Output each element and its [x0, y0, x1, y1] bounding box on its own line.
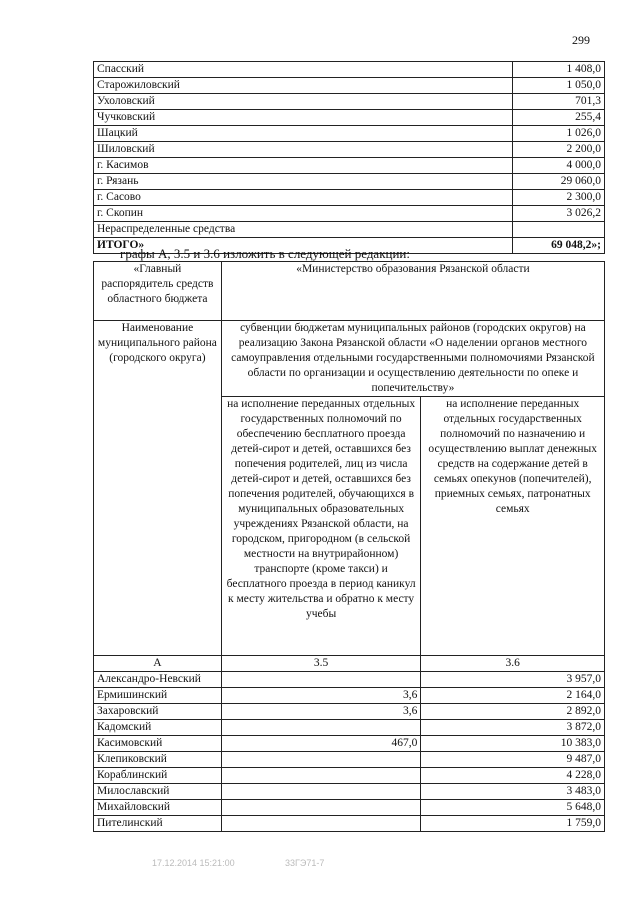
table-row: [94, 768, 605, 784]
municipality-name: Захаровский: [94, 704, 222, 720]
table-row: [94, 190, 605, 206]
value-3-6: 9 487,0: [421, 752, 605, 768]
municipality-name: Милославский: [94, 784, 222, 800]
page-number: 299: [572, 33, 590, 47]
total-label: ИТОГО»: [94, 238, 513, 254]
row-name: Шиловский: [94, 142, 513, 158]
col-3-6-description: на исполнение переданных отдельных государственных полномочий по назначению и осуществлению выплат денежных средств на содержание детей в семьях опекунов (попечителей), приемных семьях, патронатных семьях: [421, 397, 605, 656]
value-3-6: 2 164,0: [421, 688, 605, 704]
value-3-5: [221, 672, 421, 688]
municipality-name: Александро-Невский: [94, 672, 222, 688]
row-value: 701,3: [513, 94, 605, 110]
row-value: 2 200,0: [513, 142, 605, 158]
table-row: [94, 174, 605, 190]
row-value: 3 026,2: [513, 206, 605, 222]
value-3-6: 5 648,0: [421, 800, 605, 816]
table-row: [94, 752, 605, 768]
table-row: [94, 158, 605, 174]
row-value: 1 408,0: [513, 62, 605, 78]
value-3-6: 3 483,0: [421, 784, 605, 800]
table-row: [94, 736, 605, 752]
table-row: [94, 94, 605, 110]
row-name: Старожиловский: [94, 78, 513, 94]
col-3-5-number: 3.5: [221, 656, 421, 672]
header-ministry-name: «Министерство образования Рязанской области: [221, 262, 604, 321]
value-3-6: 10 383,0: [421, 736, 605, 752]
row-name: Нераспределенные средства: [94, 222, 513, 238]
row-name: г. Касимов: [94, 158, 513, 174]
header-chief-administrator-label: «Главный распорядитель средств областного бюджета: [94, 262, 222, 321]
value-3-5: [221, 720, 421, 736]
col-3-5-description: на исполнение переданных отдельных государственных полномочий по обеспечению бесплатного проезда детей-сирот и детей, оставшихся без попечения родителей, лиц из числа детей-сирот и детей, оставшихся без попечения родителей, обучающихся в муниципальных образовательных учреждениях Рязанской области, на городском, пригородном (в сельской местности на внутрирайонном) транспорте (кроме такси) и бесплатного проезда в период каникул к месту жительства и обратно к месту учебы: [221, 397, 421, 656]
row-value: 2 300,0: [513, 190, 605, 206]
table-row: [94, 142, 605, 158]
table-row: [94, 704, 605, 720]
table-row: [94, 62, 605, 78]
row-name: г. Рязань: [94, 174, 513, 190]
row-name: Спасский: [94, 62, 513, 78]
value-3-5: [221, 768, 421, 784]
municipality-name: Михайловский: [94, 800, 222, 816]
row-name: Ухоловский: [94, 94, 513, 110]
table-row: [94, 800, 605, 816]
municipality-name: Кораблинский: [94, 768, 222, 784]
main-subsidy-table: [93, 261, 605, 832]
row-name: г. Сасово: [94, 190, 513, 206]
table-row: [94, 126, 605, 142]
header-municipality-label: Наименование муниципального района (городского округа): [94, 321, 222, 656]
row-name: г. Скопин: [94, 206, 513, 222]
header-subsidy-description: субвенции бюджетам муниципальных районов (городских округов) на реализацию Закона Рязанской области «О наделении органов местного самоуправления отдельными государственными полномочиями Рязанской области по организации и осуществлению деятельности по опеке и попечительству»: [221, 321, 604, 397]
footer-date: 17.12.2014 15:21:00: [152, 858, 235, 868]
table-row: [94, 78, 605, 94]
footer-code: 33ГЭ71-7: [285, 858, 325, 868]
value-3-6: 2 892,0: [421, 704, 605, 720]
table-row: [94, 222, 605, 238]
row-value: [513, 222, 605, 238]
table-row: [94, 110, 605, 126]
table-row: [94, 206, 605, 222]
table-row: [94, 720, 605, 736]
row-value: 255,4: [513, 110, 605, 126]
value-3-5: [221, 800, 421, 816]
value-3-6: 4 228,0: [421, 768, 605, 784]
municipality-name: Клепиковский: [94, 752, 222, 768]
value-3-5: [221, 816, 421, 832]
total-value: 69 048,2»;: [513, 238, 605, 254]
value-3-6: 3 957,0: [421, 672, 605, 688]
value-3-5: [221, 784, 421, 800]
row-value: 4 000,0: [513, 158, 605, 174]
municipality-name: Ермишинский: [94, 688, 222, 704]
intro-text: графы А, 3.5 и 3.6 изложить в следующей редакции:: [120, 246, 410, 261]
col-3-6-number: 3.6: [421, 656, 605, 672]
table-row: [94, 816, 605, 832]
table-row: [94, 688, 605, 704]
row-value: 29 060,0: [513, 174, 605, 190]
row-name: Шацкий: [94, 126, 513, 142]
value-3-5: 467,0: [221, 736, 421, 752]
value-3-6: 3 872,0: [421, 720, 605, 736]
value-3-5: [221, 752, 421, 768]
row-value: 1 026,0: [513, 126, 605, 142]
table-row: [94, 784, 605, 800]
value-3-6: 1 759,0: [421, 816, 605, 832]
value-3-5: 3,6: [221, 688, 421, 704]
value-3-5: 3,6: [221, 704, 421, 720]
municipality-name: Кадомский: [94, 720, 222, 736]
municipality-name: Касимовский: [94, 736, 222, 752]
top-budget-table: [93, 61, 605, 254]
municipality-name: Пителинский: [94, 816, 222, 832]
table-row: [94, 672, 605, 688]
col-a-number: А: [94, 656, 222, 672]
row-name: Чучковский: [94, 110, 513, 126]
row-value: 1 050,0: [513, 78, 605, 94]
